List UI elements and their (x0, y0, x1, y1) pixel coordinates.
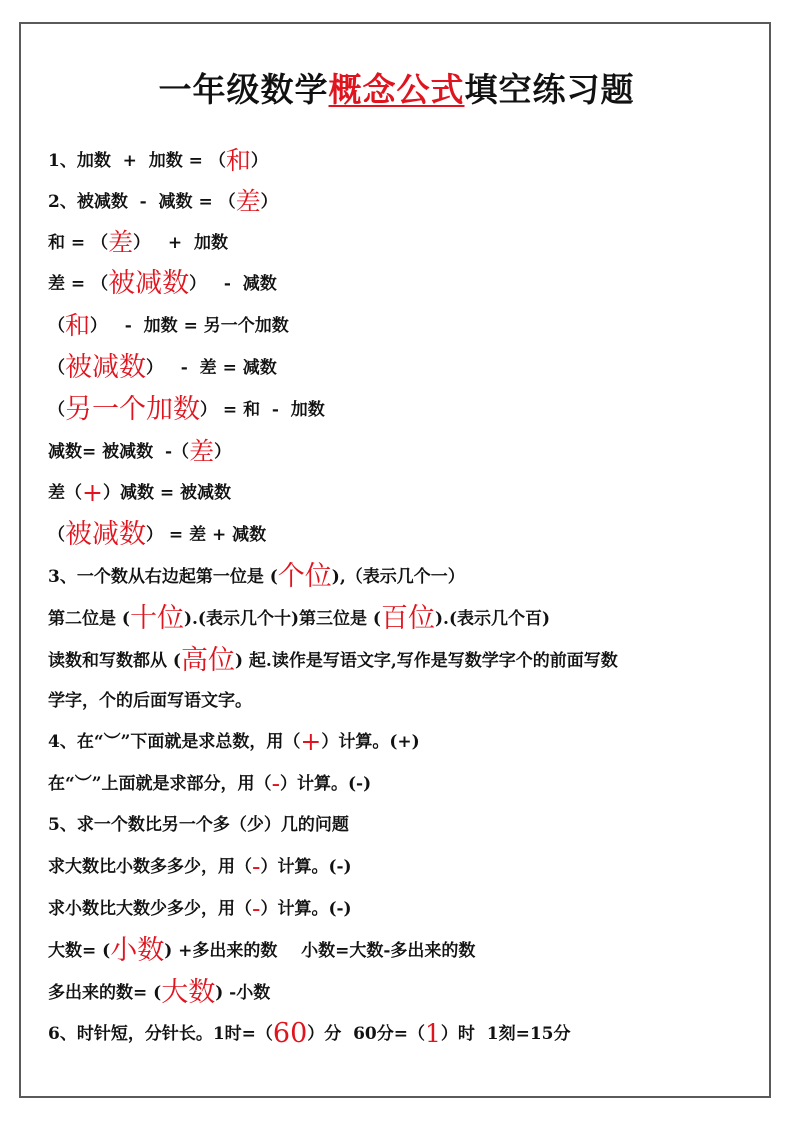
answer-text: 被减数 (108, 268, 190, 299)
question-text: ） (214, 442, 232, 462)
question-text: ） (250, 151, 268, 171)
page-title (0, 68, 793, 112)
question-text: ) 起.读作是写语文字,写作是写数学字个的前面写数 (234, 651, 618, 671)
question-text: ） = 差 + 减数 (146, 525, 267, 545)
worksheet-line (48, 763, 371, 805)
worksheet-line (48, 263, 277, 305)
question-text: 第二位是 ( (48, 609, 130, 629)
question-text: 学字，个的后面写语文字。 (48, 691, 252, 711)
answer-text: 差 (108, 228, 134, 257)
question-text: 在“︶”上面就是求部分，用（ (48, 774, 272, 794)
question-text: ） + 加数 (133, 233, 228, 253)
question-text: 1、加数 + 加数 = （ (48, 151, 226, 171)
worksheet-line (48, 930, 475, 972)
question-text: （ (48, 525, 65, 545)
worksheet-line (48, 514, 266, 556)
answer-text: 被减数 (65, 519, 146, 550)
question-text: 差 = （ (48, 274, 109, 294)
question-text: ） - 加数 = 另一个加数 (90, 316, 289, 336)
question-text: 3、一个数从右边起第一位是 ( (48, 567, 278, 587)
answer-text: - (271, 769, 281, 798)
worksheet-line (48, 472, 231, 514)
answer-text: 1 (425, 1019, 441, 1048)
worksheet-line (48, 431, 231, 473)
question-text: （ (48, 358, 65, 378)
question-text: ）减数 = 被减数 (102, 483, 232, 503)
answer-text: - (252, 852, 261, 881)
question-text: ）计算。(-) (280, 774, 372, 794)
worksheet-line (48, 804, 349, 846)
worksheet-line (48, 181, 278, 223)
answer-text: 百位 (380, 603, 435, 634)
worksheet-line (48, 140, 268, 182)
question-text: 差（ (48, 483, 82, 503)
worksheet-line (48, 972, 270, 1014)
worksheet-line (48, 347, 277, 389)
question-text: 减数= 被减数 -（ (48, 442, 190, 462)
answer-text: 高位 (180, 645, 235, 676)
answer-text: 大数 (161, 977, 216, 1008)
question-text: 求大数比小数多多少，用（ (48, 857, 252, 877)
question-text: ).(表示几个十)第三位是 ( (183, 609, 381, 629)
question-text: 大数= ( (48, 941, 111, 961)
answer-text: + (82, 478, 103, 507)
question-text: 5、求一个数比另一个多（少）几的问题 (48, 815, 349, 835)
question-text: ).(表示几个百) (434, 609, 551, 629)
answer-text: 和 (65, 311, 91, 340)
answer-text: 被减数 (65, 352, 146, 383)
answer-text: 小数 (110, 935, 165, 966)
question-text: 读数和写数都从 ( (48, 651, 181, 671)
answer-text: - (252, 894, 261, 923)
answer-text: 60 (272, 1018, 308, 1049)
worksheet-line (48, 305, 289, 347)
worksheet-line (48, 680, 252, 722)
worksheet-line (48, 598, 550, 640)
answer-text: 个位 (277, 561, 332, 592)
worksheet-line (48, 640, 618, 682)
question-text: 多出来的数= ( (48, 983, 162, 1003)
question-text: 6、时针短，分针长。1时=（ (48, 1024, 273, 1044)
answer-text: 差 (189, 437, 215, 466)
worksheet-line (48, 556, 465, 598)
worksheet-line (48, 389, 325, 431)
question-text: ）分 60分=（ (307, 1024, 426, 1044)
answer-text: 十位 (129, 603, 184, 634)
question-text: ) +多出来的数 小数=大数-多出来的数 (164, 941, 476, 961)
question-text: （ (48, 316, 65, 336)
answer-text: 差 (235, 187, 261, 216)
title-suffix: 填空练习题 (464, 70, 635, 109)
question-text: ） = 和 - 加数 (200, 400, 325, 420)
question-text: 求小数比大数少多少，用（ (48, 899, 252, 919)
question-text: ）计算。(+) (321, 732, 420, 752)
question-text: ） (260, 192, 278, 212)
title-highlight: 概念公式 (328, 70, 465, 109)
answer-text: + (300, 727, 322, 756)
question-text: 和 = （ (48, 233, 109, 253)
answer-text: 另一个加数 (65, 394, 200, 425)
question-text: ),（表示几个一） (331, 567, 465, 587)
question-text: ）时 1刻=15分 (440, 1024, 571, 1044)
worksheet-line (48, 888, 352, 930)
worksheet-line (48, 846, 352, 888)
question-text: ） - 减数 (189, 274, 277, 294)
title-prefix: 一年级数学 (158, 70, 329, 109)
question-text: ) -小数 (215, 983, 271, 1003)
question-text: 2、被减数 - 减数 = （ (48, 192, 236, 212)
question-text: ）计算。(-) (260, 899, 352, 919)
answer-text: 和 (225, 146, 251, 175)
question-text: ） - 差 = 减数 (146, 358, 277, 378)
question-text: 4、在“︶”下面就是求总数，用（ (48, 732, 301, 752)
worksheet-line (48, 1013, 571, 1055)
question-text: ）计算。(-) (260, 857, 352, 877)
worksheet-line (48, 721, 420, 763)
question-text: （ (48, 400, 65, 420)
worksheet-line (48, 222, 228, 264)
